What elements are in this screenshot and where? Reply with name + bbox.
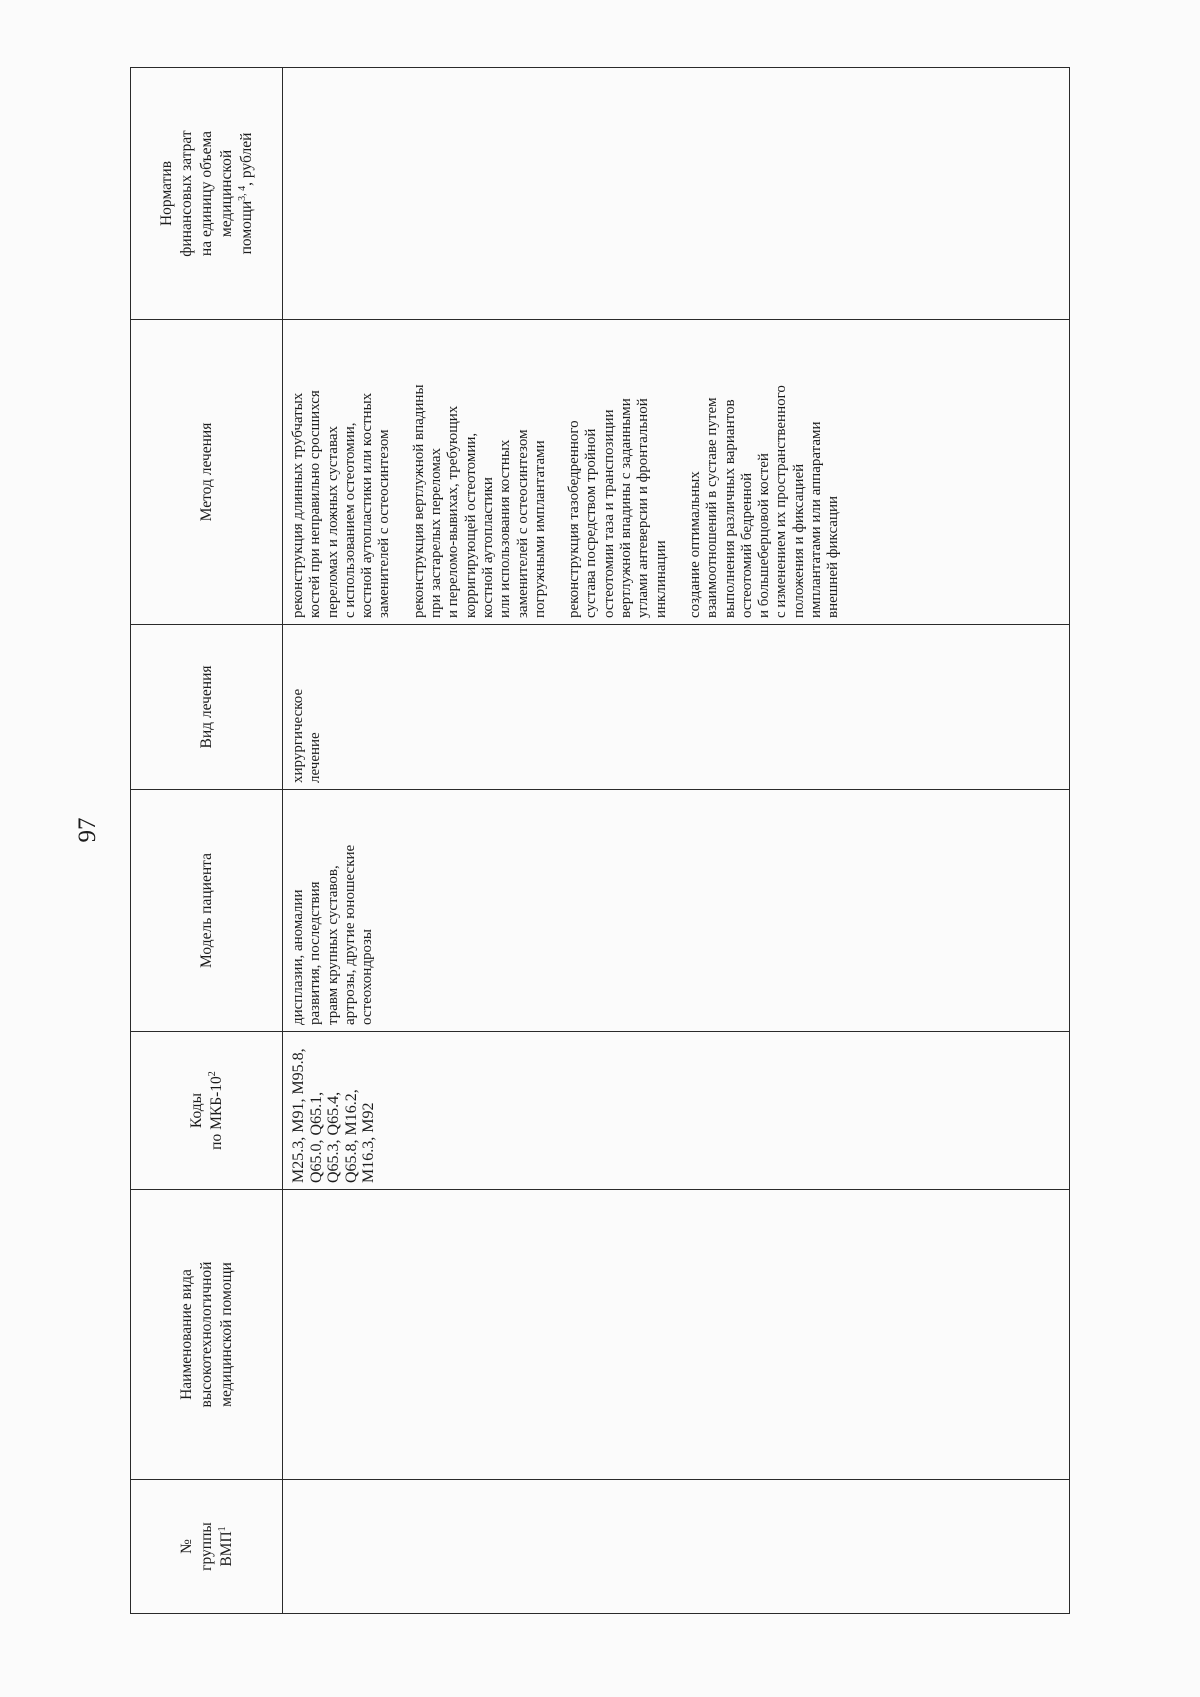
vmp-table [130, 67, 1070, 1614]
page-number: 97 [74, 817, 101, 843]
table-container [130, 68, 1070, 1614]
icd-codes-line: Q65.0, Q65.1, [307, 1091, 325, 1183]
cell-vmp-name [283, 1190, 1070, 1480]
header-vmp-name [131, 1190, 283, 1480]
cell-cost-norm [283, 68, 1070, 320]
patient-model-line: развития, последствия [307, 881, 324, 1025]
method-line: углами антеверсии и фронтальной [635, 398, 652, 618]
icd-codes-line: Q65.8, M16.2, [342, 1089, 360, 1183]
patient-model-line: дисплазии, аномалии [290, 889, 306, 1025]
patient-model-line: артрозы, другие юношеские [341, 844, 358, 1025]
header-vmp-name-line: медицинской помощи [217, 1262, 235, 1407]
method-line: с изменением их пространственного [773, 385, 790, 618]
method-line: костной аутопластики или костных [359, 392, 376, 618]
table-row [283, 68, 1070, 1614]
method-line: имплантатами или аппаратами [808, 421, 825, 618]
footnote-marker: 3, 4 [236, 185, 248, 201]
header-cost-norm-line: Норматив [157, 160, 175, 227]
header-group-no-word: ВМП [217, 1531, 235, 1567]
icd-codes-line: M25.3, M91, M95.8, [290, 1048, 307, 1183]
method-line: с использованием остеотомии, [341, 422, 358, 618]
method-line: вертлужной впадины с заданными [618, 398, 635, 618]
cell-treatment-type [283, 625, 1070, 790]
header-cost-norm-line [237, 76, 257, 311]
header-cost-norm-suffix: , рублей [237, 132, 255, 186]
treatment-method-item [411, 326, 549, 618]
cell-patient-model [283, 790, 1070, 1032]
method-line: и большеберцовой костей [756, 453, 773, 618]
method-line: остеотомий бедренной [738, 472, 755, 618]
header-icd-codes [131, 1032, 283, 1190]
treatment-method-item [566, 326, 670, 618]
method-line: костей при неправильно сросшихся [307, 390, 324, 618]
method-line: остеотомии таза и транспозиции [600, 409, 617, 618]
header-icd-codes-line [207, 1040, 227, 1181]
method-line: или использования костных [497, 439, 514, 618]
method-line: инклинации [652, 540, 669, 618]
method-line: положения и фиксацией [790, 463, 807, 618]
rotated-table-frame [130, 68, 1070, 1614]
method-line: сустава посредством тройной [583, 428, 600, 618]
method-line: заменителей с остеосинтезом [514, 429, 531, 618]
patient-model-line: травм крупных суставов, [324, 865, 341, 1025]
icd-codes-line: M16.3, M92 [360, 1102, 377, 1183]
header-cost-norm-word: помощи [237, 200, 255, 255]
header-group-no-line [217, 1488, 237, 1605]
method-line: взаимоотношений в суставе путем [704, 397, 721, 618]
method-line: внешней фиксации [825, 495, 842, 618]
method-line: погружными имплантатами [531, 440, 548, 618]
method-line: и переломо-вывихах, требующих [445, 405, 462, 618]
header-treatment-method: Метод лечения [131, 320, 283, 625]
treatment-method-item [687, 326, 843, 618]
cell-icd-codes [283, 1032, 1070, 1190]
header-icd-codes-word: по МКБ-10 [207, 1076, 225, 1150]
treatment-type-line: лечение [307, 732, 324, 783]
treatment-method-item [290, 326, 394, 618]
method-line: реконструкция вертлужной впадины [410, 384, 427, 618]
method-line: заменителей с остеосинтезом [376, 429, 393, 618]
header-cost-norm [131, 68, 283, 320]
header-cost-norm-line: на единицу объема [197, 130, 215, 257]
header-row [131, 68, 283, 1614]
method-line: костной аутопластики [479, 477, 496, 618]
header-vmp-name-line: Наименование вида [177, 1269, 195, 1400]
header-cost-norm-line: медицинской [217, 149, 235, 238]
method-line: переломах и ложных суставах [324, 425, 341, 618]
method-line: реконструкция длинных трубчатых [290, 392, 306, 618]
method-line: создание оптимальных [686, 471, 703, 618]
header-treatment-type: Вид лечения [131, 625, 283, 790]
header-group-no-line: группы [197, 1522, 215, 1571]
method-line: при застарелых переломах [428, 447, 445, 618]
cell-group-no [283, 1480, 1070, 1614]
icd-codes-line: Q65.3, Q65.4, [325, 1091, 342, 1183]
method-line: реконструкция тазобедренного [566, 420, 583, 618]
treatment-type-line: хирургическое [290, 688, 306, 783]
method-line: выполнения различных вариантов [721, 399, 738, 618]
header-vmp-name-line: высокотехнологичной [197, 1261, 215, 1408]
header-group-no-line: № [177, 1539, 195, 1554]
cell-treatment-method [283, 320, 1070, 625]
header-icd-codes-line: Коды [187, 1092, 205, 1129]
patient-model-line: остеохондрозы [359, 929, 376, 1025]
method-line: корригирующей остеотомии, [462, 432, 479, 618]
header-cost-norm-line: финансовых затрат [177, 130, 195, 257]
footnote-marker: 1 [216, 1526, 228, 1532]
header-patient-model: Модель пациента [131, 790, 283, 1032]
header-group-no [131, 1480, 283, 1614]
footnote-marker: 2 [206, 1071, 218, 1077]
